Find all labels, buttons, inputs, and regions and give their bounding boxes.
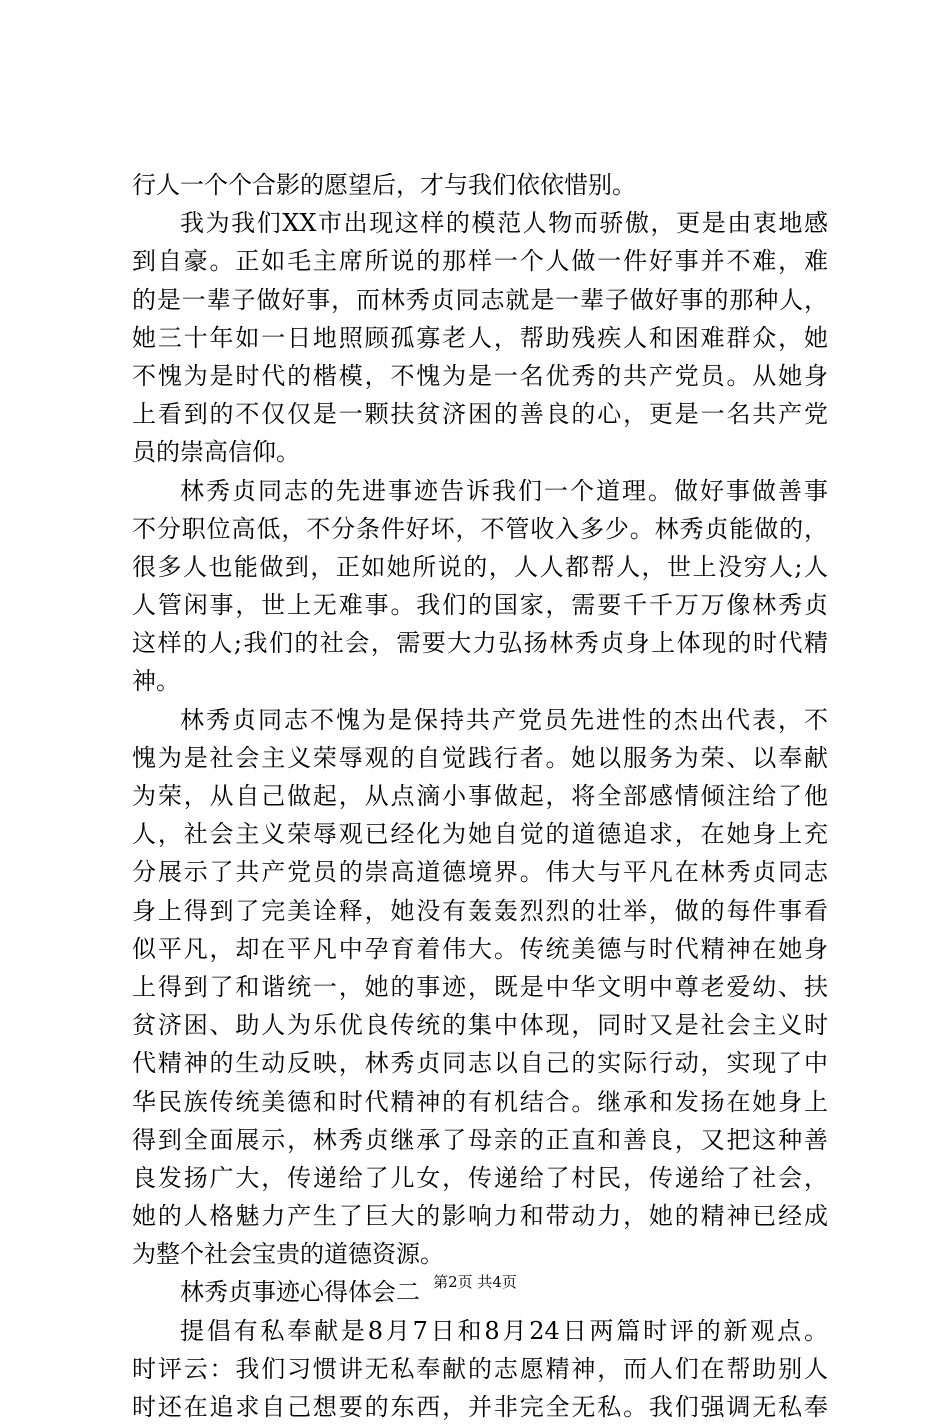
text-line: 员的崇高信仰。 [132,438,300,467]
text-line: 似平凡，却在平凡中孕育着伟大。传统美德与时代精神在她身 [132,934,828,963]
text-line: 贫济困、助人为乐优良传统的集中体现，同时又是社会主义时 [132,1011,828,1040]
text-line: 行人一个个合影的愿望后，才与我们依依惜别。 [132,171,636,199]
text-line: 神。 [132,667,180,696]
text-line: 为荣，从自己做起，从点滴小事做起，将全部感情倾注给了他 [132,782,828,810]
text-line: 为整个社会宝贵的道德资源。 [132,1240,444,1269]
document-body [132,166,828,1426]
text-line: 她三十年如一日地照顾孤寡老人，帮助残疾人和困难群众，她 [132,323,828,352]
text-line: 林秀贞事迹心得体会二 [180,1278,420,1307]
text-line: 时评云：我们习惯讲无私奉献的志愿精神，而人们在帮助别人 [132,1354,828,1383]
text-line: 人，社会主义荣辱观已经化为她自觉的道德追求，在她身上充 [132,820,828,849]
text-line: 良发扬广大，传递给了儿女，传递给了村民，传递给了社会， [132,1163,828,1192]
page-footer: 第2页 共4页 [433,1273,517,1291]
text-line: 上得到了和谐统一，她的事迹，既是中华文明中尊老爱幼、扶 [132,972,828,1001]
text-line: 我为我们XX市出现这样的模范人物而骄傲，更是由衷地感 [180,209,828,238]
text-line: 的是一辈子做好事，而林秀贞同志就是一辈子做好事的那种人， [132,285,828,314]
text-line: 很多人也能做到，正如她所说的，人人都帮人，世上没穷人;人 [132,552,828,581]
text-line: 林秀贞同志不愧为是保持共产党员先进性的杰出代表，不 [180,705,828,734]
text-line: 人管闲事，世上无难事。我们的国家，需要千千万万像林秀贞 [132,591,828,620]
text-line: 不分职位高低，不分条件好坏，不管收入多少。林秀贞能做的， [132,514,828,543]
text-line: 得到全面展示，林秀贞继承了母亲的正直和善良，又把这种善 [132,1125,828,1154]
text-line: 到自豪。正如毛主席所说的那样一个人做一件好事并不难，难 [132,247,828,276]
text-line: 她的人格魅力产生了巨大的影响力和带动力，她的精神已经成 [132,1202,828,1231]
text-line: 这样的人;我们的社会，需要大力弘扬林秀贞身上体现的时代精 [132,629,828,658]
text-line: 代精神的生动反映，林秀贞同志以自己的实际行动，实现了中 [132,1049,828,1078]
text-line: 身上得到了完美诠释，她没有轰轰烈烈的壮举，做的每件事看 [132,896,828,925]
text-line: 时还在追求自己想要的东西，并非完全无私。我们强调无私奉 [132,1393,828,1421]
text-line: 提倡有私奉献是8月7日和8月24日两篇时评的新观点。 [180,1316,828,1345]
text-line: 不愧为是时代的楷模，不愧为是一名优秀的共产党员。从她身 [132,361,828,390]
text-line: 分展示了共产党员的崇高道德境界。伟大与平凡在林秀贞同志 [132,858,828,887]
text-line: 林秀贞同志的先进事迹告诉我们一个道理。做好事做善事 [180,476,828,505]
text-line: 上看到的不仅仅是一颗扶贫济困的善良的心，更是一名共产党 [132,400,828,429]
text-line: 愧为是社会主义荣辱观的自觉践行者。她以服务为荣、以奉献 [132,743,828,772]
text-line: 华民族传统美德和时代精神的有机结合。继承和发扬在她身上 [132,1087,828,1116]
